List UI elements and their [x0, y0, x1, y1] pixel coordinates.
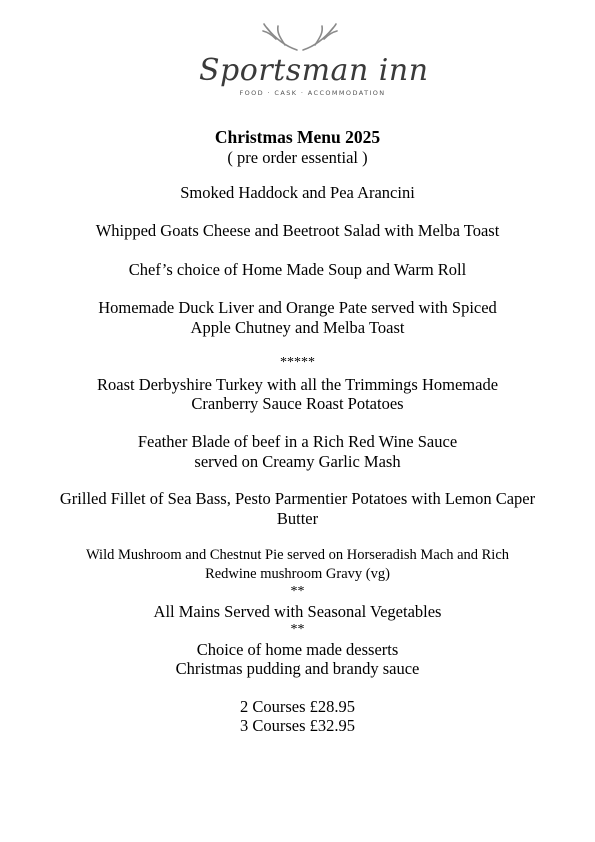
section-divider: **	[290, 622, 305, 637]
starter-item: Whipped Goats Cheese and Beetroot Salad with Melba Toast	[95, 221, 500, 240]
starter-item: Smoked Haddock and Pea Arancini	[180, 183, 415, 202]
section-divider: *****	[280, 355, 315, 370]
logo-wordmark: Sportsman inn	[199, 53, 429, 88]
mains-note: All Mains Served with Seasonal Vegetables	[153, 602, 442, 621]
main-item: Butter	[276, 509, 319, 528]
main-item: served on Creamy Garlic Mash	[194, 452, 401, 471]
menu-title: Christmas Menu 2025	[214, 127, 381, 147]
main-item: Redwine mushroom Gravy (vg)	[205, 566, 390, 582]
dessert-item: Choice of home made desserts	[196, 640, 399, 659]
dessert-item: Christmas pudding and brandy sauce	[175, 659, 420, 678]
section-divider: **	[290, 584, 305, 599]
sportsman-inn-logo	[195, 22, 429, 102]
menu-subtitle: ( pre order essential )	[227, 148, 368, 167]
price-line: 3 Courses £32.95	[239, 716, 356, 735]
main-item: Cranberry Sauce Roast Potatoes	[191, 394, 404, 413]
main-item: Grilled Fillet of Sea Bass, Pesto Parmentier Potatoes with Lemon Caper	[59, 489, 536, 508]
main-item: Roast Derbyshire Turkey with all the Trimmings Homemade	[96, 375, 499, 394]
starter-item: Apple Chutney and Melba Toast	[190, 318, 405, 337]
main-item: Wild Mushroom and Chestnut Pie served on Horseradish Mach and Rich	[85, 547, 510, 563]
starter-item: Chef’s choice of Home Made Soup and Warm Roll	[128, 260, 467, 279]
logo-tagline: FOOD · CASK · ACCOMMODATION	[239, 89, 386, 97]
main-item: Feather Blade of beef in a Rich Red Wine Sauce	[137, 432, 458, 451]
price-line: 2 Courses £28.95	[239, 697, 356, 716]
starter-item: Homemade Duck Liver and Orange Pate served with Spiced	[98, 298, 497, 317]
